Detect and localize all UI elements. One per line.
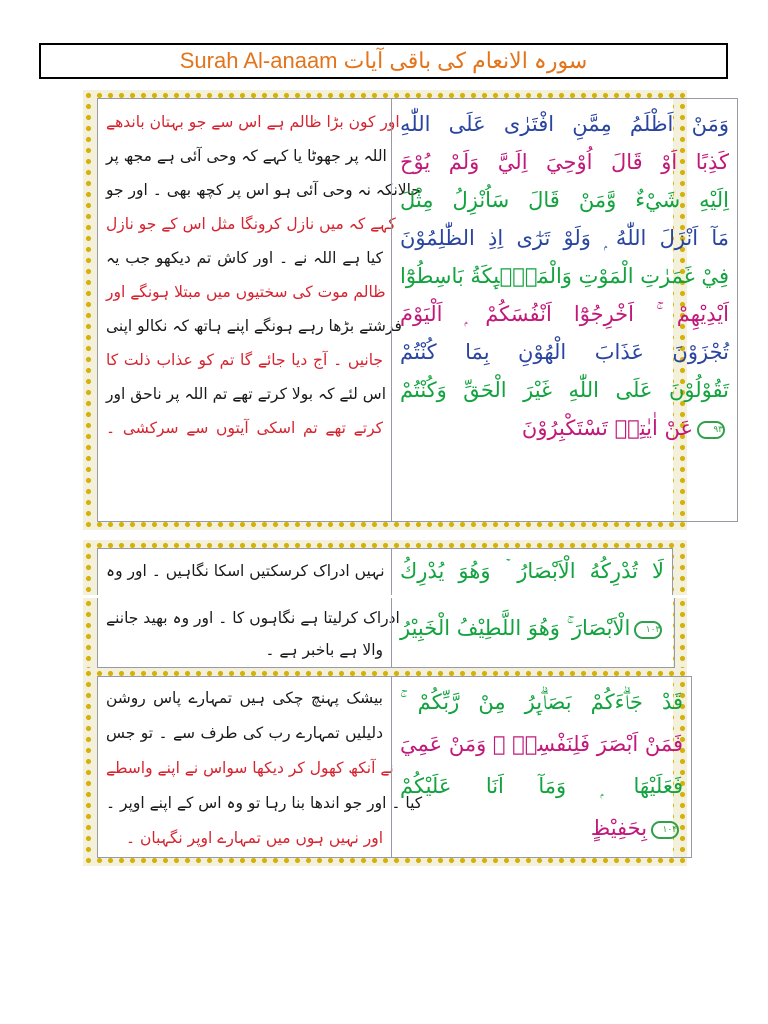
title-box	[39, 43, 728, 79]
ayah-end-marker-icon: ۱۰۴	[651, 821, 679, 839]
urdu-line: اور نہیں ہوں میں تمہارے اوپر نگہبان ۔	[125, 829, 383, 847]
arabic-line: تُجْزَوْنَ عَذَابَ الْهُوْنِ بِمَا كُنْتُمْ	[400, 340, 729, 364]
page-title: Surah Al-anaam سورہ الانعام کی باقی آیات	[179, 48, 588, 73]
arabic-verse-panel	[391, 548, 673, 595]
urdu-line: اللہ پر جھوٹا یا کہے کہ وحی آئی ہے مجھ پر	[106, 147, 387, 165]
arabic-line: اَيْدِيْهِمْ ۚ اَخْرِجُوْٓا اَنْفُسَكُمْ ۭ اَلْيَوْمَ	[400, 302, 729, 326]
arabic-verse-panel	[391, 98, 738, 522]
arabic-line: قَدْ جَاۗءَكُمْ بَصَاۗىِٕرُ مِنْ رَّبِّكُمْ ۚ	[400, 690, 684, 714]
urdu-line: کیا ۔ اور جو اندھا بنا رہا تو وہ اس کے اپنے اوپر ۔	[106, 794, 423, 812]
arabic-line: فِيْ غَمَرٰتِ الْمَوْتِ وَالْمَلٰۗىِٕكَةُ بَاسِطُوْٓا	[400, 264, 729, 288]
urdu-translation-panel	[97, 598, 400, 668]
arabic-line: اِلَيْهِ شَيْءٌ وَّمَنْ قَالَ سَاُنْزِلُ مِثْلَ	[400, 188, 729, 212]
urdu-line: والا ہے باخبر ہے ۔	[265, 641, 383, 659]
arabic-line: الْاَبْصَارَ ۚ وَهُوَ اللَّطِيْفُ الْخَبِيْرُ ۱۰۳	[400, 616, 661, 640]
arabic-verse-panel	[391, 598, 675, 668]
star-border	[83, 598, 687, 676]
arabic-line: بِحَفِيْظٍ ۱۰۴	[590, 816, 678, 840]
ayah-end-marker-icon: ۱۰۳	[634, 621, 662, 639]
arabic-line: وَمَنْ اَظْلَمُ مِمَّنِ افْتَرٰى عَلَى اللّٰهِ	[400, 112, 729, 136]
urdu-line: کرتے تھے تم اسکی آیتوں سے سرکشی ۔	[106, 419, 383, 437]
star-border	[83, 540, 687, 595]
urdu-line: نے آنکھ کھول کر دیکھا سواس نے اپنے واسطے	[106, 759, 394, 777]
urdu-line: دلیلیں تمہارے رب کی طرف سے ۔ تو جس	[106, 724, 383, 742]
urdu-line: اس لئے کہ بولا کرتے تھے تم اللہ پر ناحق اور	[106, 385, 387, 403]
star-border	[83, 90, 729, 530]
arabic-verse-panel	[391, 676, 692, 858]
arabic-line: فَعَلَيْهَا ۭ وَمَآ اَنَا عَلَيْكُمْ	[400, 774, 684, 798]
urdu-line: کہے کہ میں نازل کرونگا مثل اس کے جو نازل	[106, 215, 396, 233]
urdu-line: حالانکہ نہ وحی آئی ہو اس پر کچھ بھی ۔ اور جو	[106, 181, 421, 199]
arabic-line: تَقُوْلُوْنَ عَلَى اللّٰهِ غَيْرَ الْحَقِّ وَكُنْتُمْ	[400, 378, 729, 402]
arabic-line: كَذِبًا اَوْ قَالَ اُوْحِيَ اِلَيَّ وَلَمْ يُوْحَ	[400, 150, 729, 174]
urdu-translation-panel	[97, 98, 421, 522]
arabic-line: مَآ اَنْزَلَ اللّٰهُ ۭ وَلَوْ تَرٰٓى اِذِ الظّٰلِمُوْنَ	[400, 226, 729, 250]
arabic-line: عَنْ اٰيٰتِهٖ تَسْتَكْبِرُوْنَ ۹۳	[521, 416, 723, 440]
urdu-line: کیا ہے اللہ نے ۔ اور کاش تم دیکھو جب یہ	[106, 249, 383, 267]
urdu-line: نہیں ادراک کرسکتیں اسکا نگاہیں ۔ اور وہ	[106, 562, 385, 580]
arabic-line: فَمَنْ اَبْصَرَ فَلِنَفْسِهٖ ۚ وَمَنْ عَمِيَ	[400, 732, 684, 756]
urdu-line: ظالم موت کی سختیوں میں مبتلا ہونگے اور	[106, 283, 386, 301]
urdu-line: جانیں ۔ آج دیا جائے گا تم کو عذاب ذلت کا	[106, 351, 383, 369]
urdu-line: اور کون بڑا ظالم ہے اس سے جو بہتان باندھے	[106, 113, 400, 131]
urdu-line: ادراک کرلیتا ہے نگاہوں کا ۔ اور وہ بھید جاننے	[106, 609, 400, 627]
urdu-translation-panel	[97, 676, 423, 858]
urdu-line: فرشتے بڑھا رہے ہونگے اپنے ہاتھ کہ نکالو اپنی	[106, 317, 402, 335]
urdu-line: بیشک پہنچ چکی ہیں تمہارے پاس روشن	[106, 689, 383, 707]
urdu-translation-panel	[97, 548, 391, 595]
ayah-end-marker-icon: ۹۳	[697, 421, 725, 439]
arabic-line: لَا تُدْرِكُهُ الْاَبْصَارُ ۡ وَهُوَ يُدْرِكُ	[400, 559, 664, 583]
star-border	[83, 668, 687, 866]
